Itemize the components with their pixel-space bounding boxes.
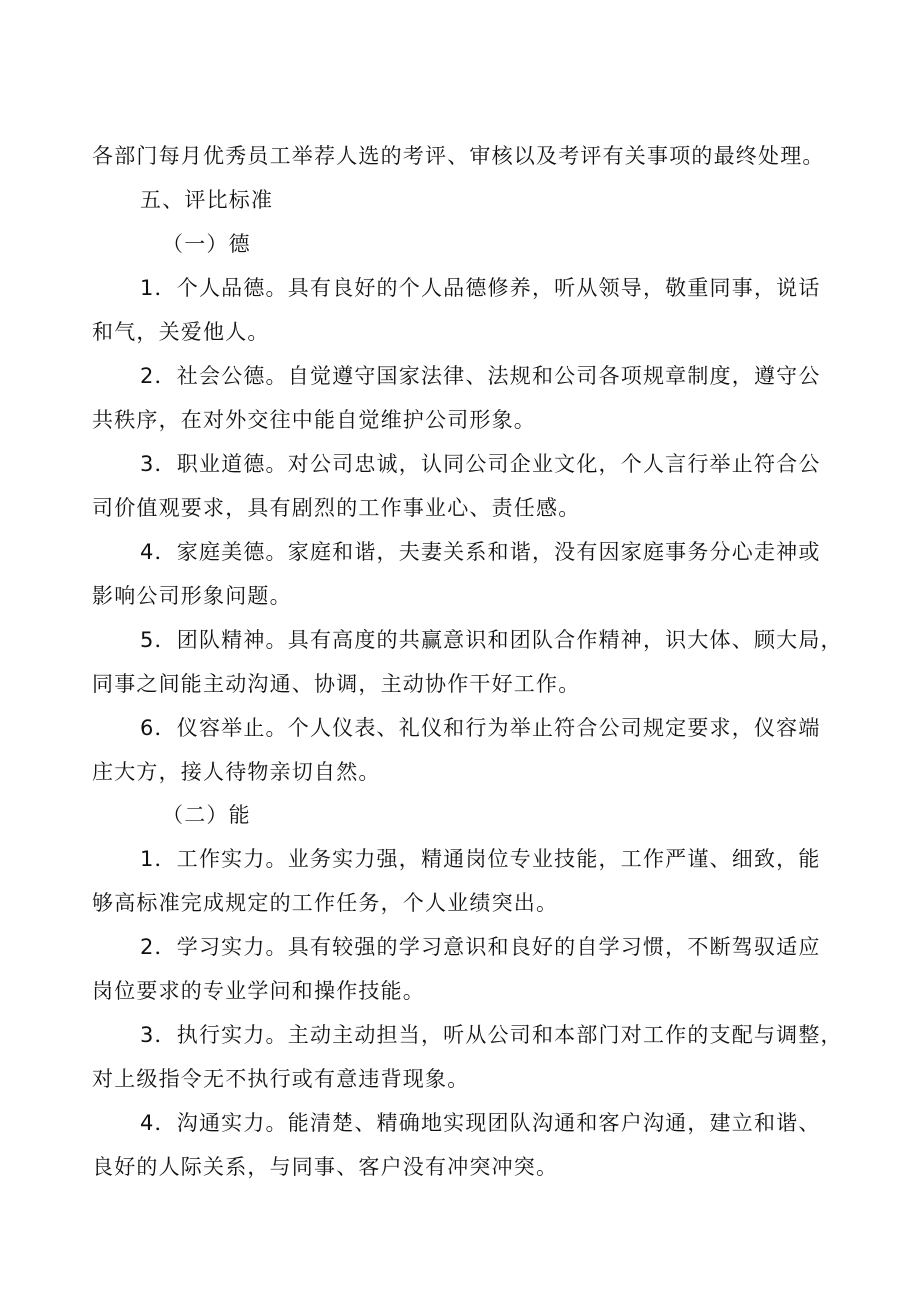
- item-line: 6．仪容举止。个人仪表、礼仪和行为举止符合公司规定要求，仪容端: [140, 716, 821, 740]
- item-continuation: 共秩序，在对外交往中能自觉维护公司形象。: [92, 408, 536, 432]
- subsection-heading-neng: （二）能: [162, 803, 251, 827]
- item-continuation: 岗位要求的专业学问和操作技能。: [92, 979, 425, 1003]
- item-line: 4．家庭美德。家庭和谐，夫妻关系和谐，没有因家庭事务分心走神或: [140, 540, 821, 564]
- item-continuation: 影响公司形象问题。: [92, 584, 292, 608]
- item-line: 2．学习实力。具有较强的学习意识和良好的自学习惯，不断驾驭适应: [140, 935, 821, 959]
- item-line: 3．职业道德。对公司忠诚，认同公司企业文化，个人言行举止符合公: [140, 452, 821, 476]
- item-continuation: 够高标准完成规定的工作任务，个人业绩突出。: [92, 891, 559, 915]
- item-line: 4．沟通实力。能清楚、精确地实现团队沟通和客户沟通，建立和谐、: [140, 1111, 821, 1135]
- item-continuation: 对上级指令无不执行或有意违背现象。: [92, 1067, 470, 1091]
- item-continuation: 和气，关爱他人。: [92, 320, 270, 344]
- paragraph-line: 各部门每月优秀员工举荐人选的考评、审核以及考评有关事项的最终处理。: [92, 144, 825, 168]
- item-line: 2．社会公德。自觉遵守国家法律、法规和公司各项规章制度，遵守公: [140, 364, 821, 388]
- item-continuation: 良好的人际关系，与同事、客户没有冲突冲突。: [92, 1155, 559, 1179]
- item-line: 5．团队精神。具有高度的共赢意识和团队合作精神，识大体、顾大局，: [140, 628, 843, 652]
- item-line: 3．执行实力。主动主动担当，听从公司和本部门对工作的支配与调整，: [140, 1023, 843, 1047]
- item-continuation: 同事之间能主动沟通、协调，主动协作干好工作。: [92, 672, 581, 696]
- subsection-heading-de: （一）德: [162, 232, 251, 256]
- item-line: 1．工作实力。业务实力强，精通岗位专业技能，工作严谨、细致，能: [140, 847, 821, 871]
- item-line: 1．个人品德。具有良好的个人品德修养，听从领导，敬重同事，说话: [140, 276, 821, 300]
- item-continuation: 庄大方，接人待物亲切自然。: [92, 760, 381, 784]
- section-heading: 五、评比标准: [140, 188, 274, 212]
- item-continuation: 司价值观要求，具有剧烈的工作事业心、责任感。: [92, 496, 581, 520]
